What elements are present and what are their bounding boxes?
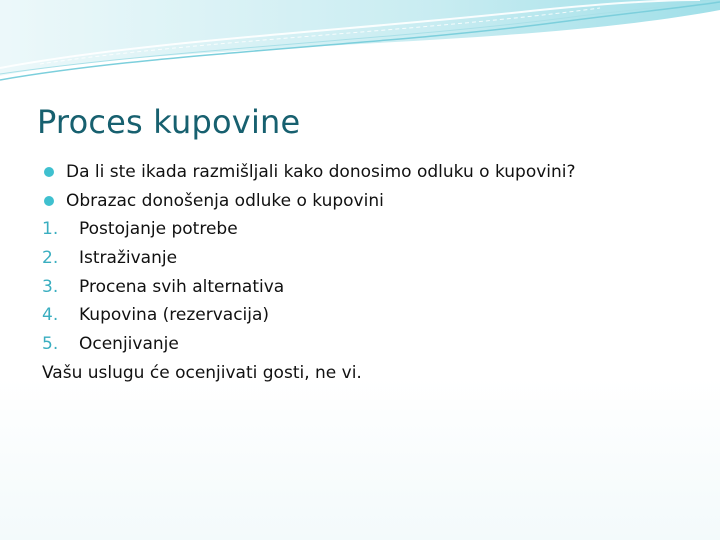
step-item: [42, 215, 682, 244]
dot-icon: [42, 186, 66, 215]
step-text: Procena svih alternativa: [79, 276, 285, 297]
step-item: [42, 273, 682, 302]
step-text: Ocenjivanje: [79, 334, 179, 355]
header-wave-decoration: [0, 0, 720, 90]
step-item: [42, 301, 682, 330]
slide-body: [42, 157, 682, 388]
step-number: 3.: [42, 276, 59, 297]
bullet-item: [42, 186, 682, 215]
step-text: Istraživanje: [79, 247, 178, 268]
bullet-text: Da li ste ikada razmišljali kako donosimo odluku o kupovini?: [66, 162, 576, 183]
step-item: [42, 330, 682, 359]
slide-title: Proces kupovine: [37, 103, 301, 141]
step-text: Kupovina (rezervacija): [79, 305, 270, 326]
closing-text: Vašu uslugu će ocenjivati gosti, ne vi.: [42, 363, 362, 384]
step-number: 1.: [42, 218, 59, 239]
bullet-text: Obrazac donošenja odluke o kupovini: [66, 191, 384, 212]
step-item: [42, 244, 682, 273]
dot-icon: [42, 157, 66, 186]
step-text: Postojanje potrebe: [79, 218, 238, 239]
bullet-item: [42, 157, 682, 186]
step-number: 5.: [42, 334, 59, 355]
step-number: 4.: [42, 305, 59, 326]
step-number: 2.: [42, 247, 59, 268]
